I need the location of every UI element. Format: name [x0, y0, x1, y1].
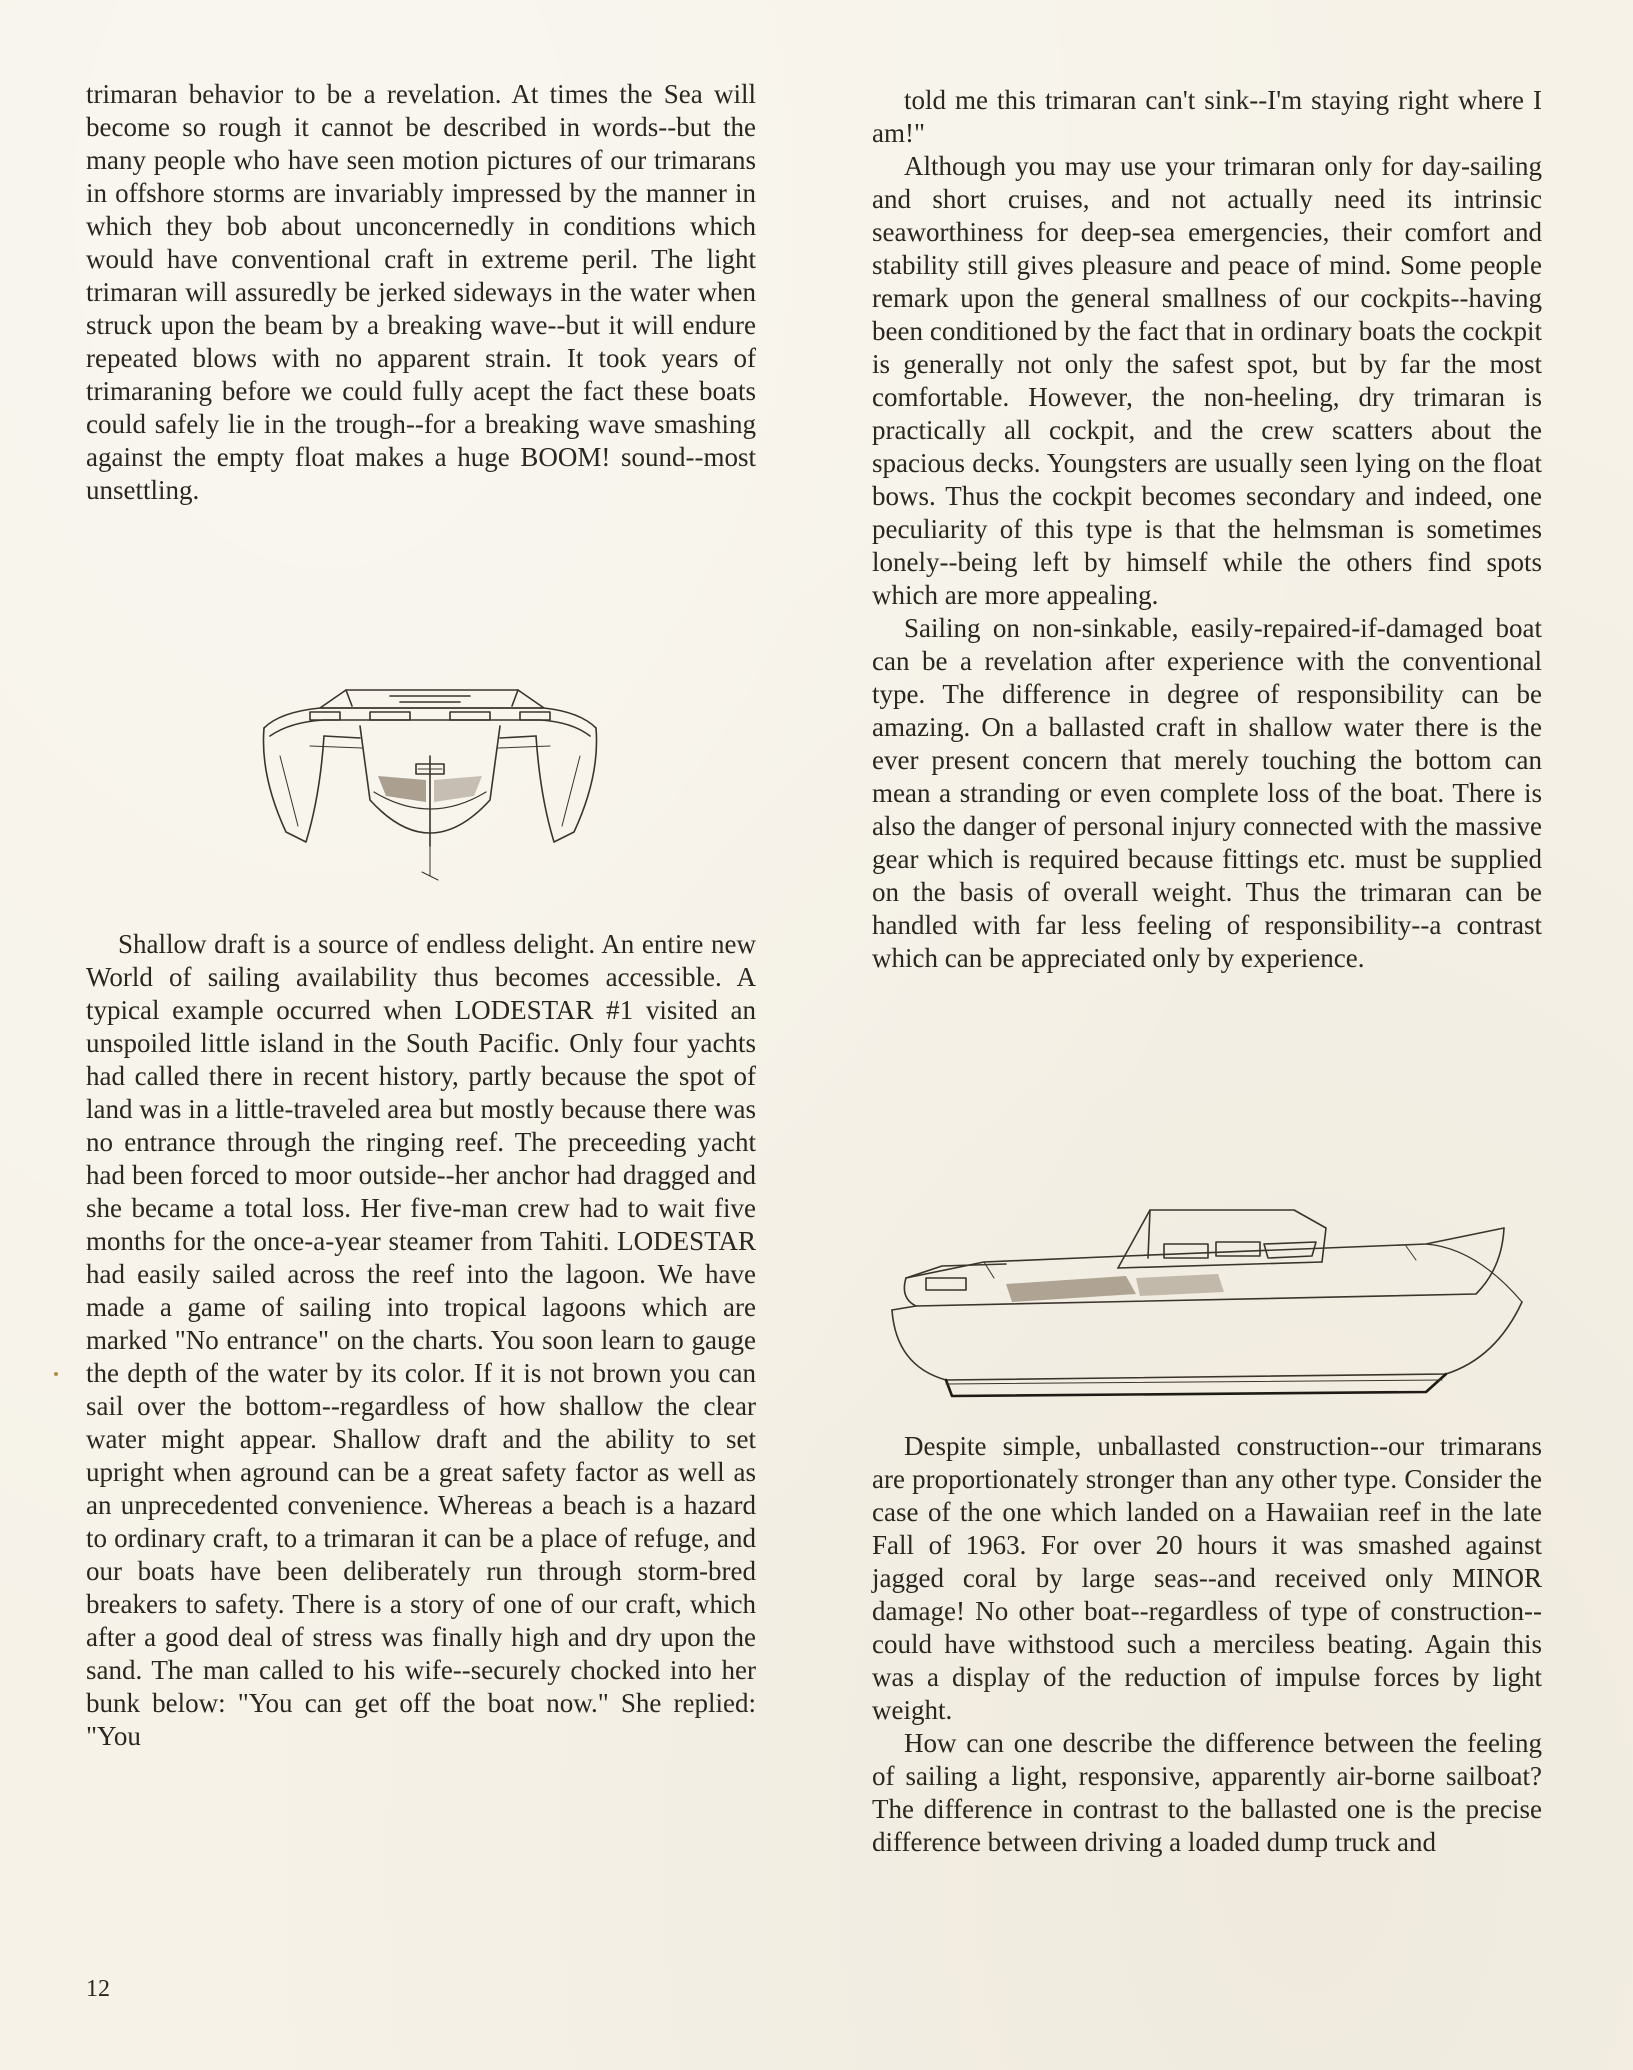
paragraph-unballasted-construction: Despite simple, unballasted construction--our trimarans are proportionately stronger than any other type. Consider the case of the one which landed on a Hawaiian reef in the late Fall of 1963. For over 20 hours it was smashed against jagged coral by large seas--and received only MINOR damage! No other boat--regardless of type of construction--could have withstood such a merciless beating. Again this was a display of the reduction of impulse forces by light weight. — [872, 1431, 1542, 1725]
paragraph-air-borne-sailboat: How can one describe the difference between the feeling of sailing a light, responsive, apparently air-borne sailboat? The difference in contrast to the ballasted one is the precise difference between driving a loaded dump truck and — [872, 1728, 1542, 1857]
paper-speck — [54, 1372, 58, 1376]
paragraph-shallow-draft: Shallow draft is a source of endless delight. An entire new World of sailing availability thus becomes accessible. A typical example occurred when LODESTAR #1 visited an unspoiled little island in the South Pacific. Only four yachts had called there in recent history, partly because the spot of land was in a little-traveled area but mostly because there was no entrance through the ringing reef. The preceeding yacht had been forced to moor outside--her anchor had dragged and she became a total loss. Her five-man crew had to wait five months for the once-a-year steamer from Tahiti. LODESTAR had easily sailed across the reef into the lagoon. We have made a game of sailing into tropical lagoons which are marked "No entrance" on the charts. You soon learn to gauge the depth of the water by its color. If it is not brown you can sail over the bottom--regardless of how shallow the clear water might appear. Shallow draft and the ability to set upright when aground can be a great safety factor as well as an unprecedented convenience. Whereas a beach is a hazard to ordinary craft, to a trimaran it can be a place of refuge, and our boats have been deliberately run through storm-bred breakers to safety. There is a story of one of our craft, which after a good deal of stress was finally high and dry upon the sand. The man called to his wife--securely chocked into her bunk below: "You can get off the boat now." She replied: "You — [86, 929, 756, 1751]
right-column-bottom — [872, 1430, 1542, 1859]
page-number: 12 — [86, 1976, 110, 2002]
paragraph-cant-sink: told me this trimaran can't sink--I'm staying right where I am!" — [872, 85, 1542, 148]
left-column-top — [86, 78, 756, 507]
paragraph-non-sinkable: Sailing on non-sinkable, easily-repaired-if-damaged boat can be a revelation after experience with the conventional type. The difference in degree of responsibility can be amazing. On a ballasted craft in shallow water there is the ever present concern that merely touching the bottom can mean a stranding or even complete loss of the boat. There is also the danger of personal injury connected with the massive gear which is required because fittings etc. must be supplied on the basis of overall weight. Thus the trimaran can be handled with far less feeling of responsibility--a contrast which can be appreciated only by experience. — [872, 613, 1542, 973]
left-column-bottom — [86, 928, 756, 1753]
right-column-top — [872, 84, 1542, 975]
paragraph-day-sailing: Although you may use your trimaran only for day-sailing and short cruises, and not actually need its intrinsic seaworthiness for deep-sea emergencies, their comfort and stability still gives pleasure and peace of mind. Some people remark upon the general smallness of our cockpits--having been conditioned by the fact that in ordinary boats the cockpit is generally not only the safest spot, but by far the most comfortable. However, the non-heeling, dry trimaran is practically all cockpit, and the crew scatters about the spacious decks. Youngsters are usually seen lying on the float bows. Thus the cockpit becomes secondary and indeed, one peculiarity of this type is that the helmsman is sometimes lonely--being left by himself while the others find spots which are more appealing. — [872, 151, 1542, 610]
paragraph-trimaran-behavior: trimaran behavior to be a revelation. At times the Sea will become so rough it cannot be described in words--but the many people who have seen motion pictures of our trimarans in offshore storms are invariably impressed by the manner in which they bob about unconcernedly in conditions which would have conventional craft in extreme peril. The light trimaran will assuredly be jerked sideways in the water when struck upon the beam by a breaking wave--but it will endure repeated blows with no apparent strain. It took years of trimaraning before we could fully acept the fact these boats could safely lie in the trough--for a breaking wave smashing against the empty float makes a huge BOOM! sound--most unsettling. — [86, 79, 756, 505]
trimaran-side-view-illustration — [886, 1198, 1546, 1408]
trimaran-front-view-illustration — [250, 676, 610, 888]
